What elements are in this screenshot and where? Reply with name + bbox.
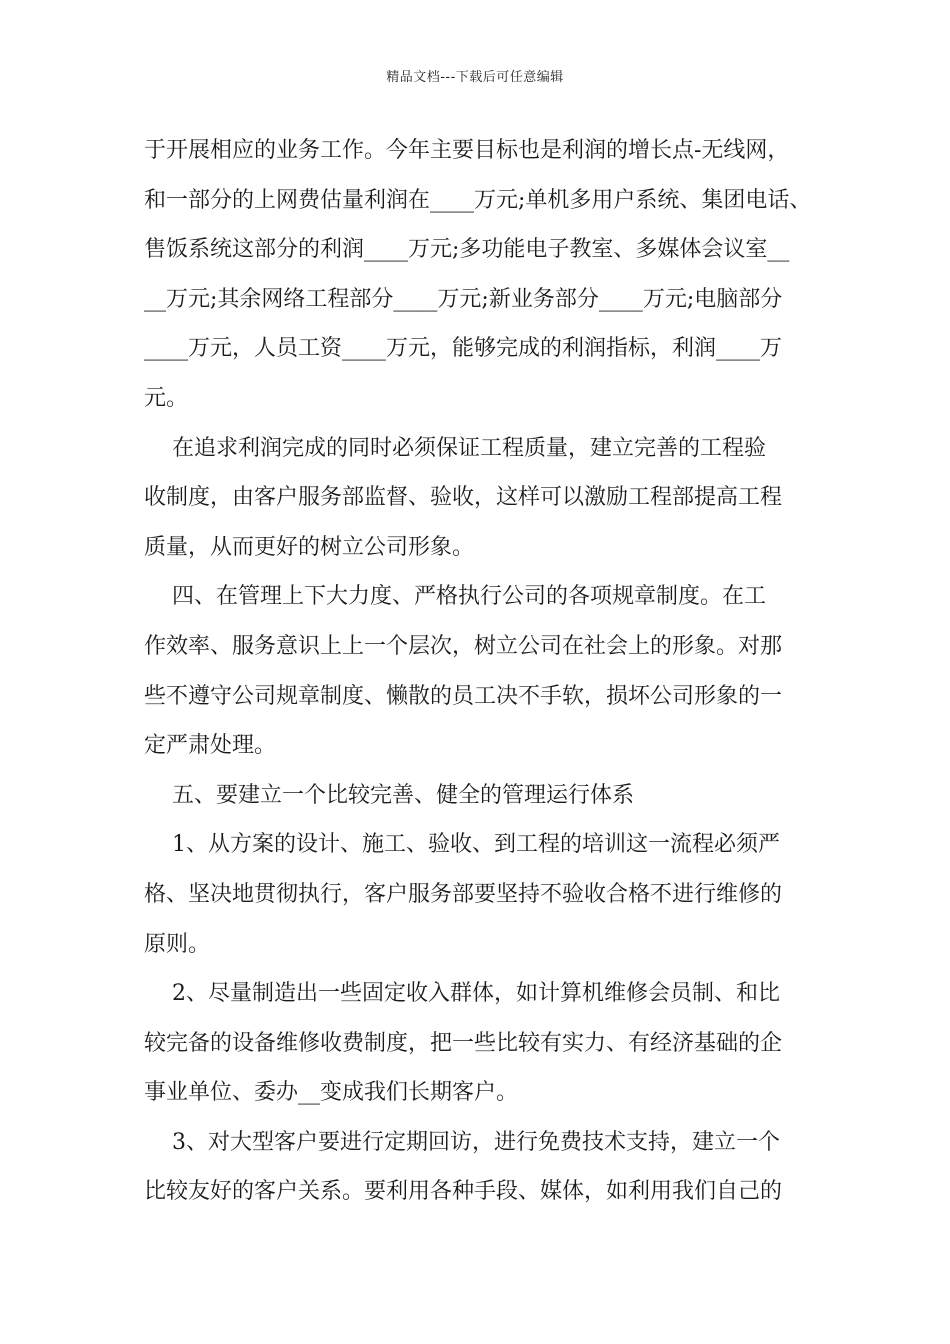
text-line: 1、从方案的设计、施工、验收、到工程的培训这一流程必须严 (144, 832, 780, 858)
text-line: 售饭系统这部分的利润____万元;多功能电子教室、多媒体会议室__ (144, 237, 790, 263)
text-line: 于开展相应的业务工作。今年主要目标也是利润的增长点-无线网， (144, 138, 790, 163)
text-line: 格、坚决地贯彻执行，客户服务部要坚持不验收合格不进行维修的 (144, 881, 783, 907)
text-line: 元。 (144, 385, 189, 411)
text-line: 3、对大型客户要进行定期回访，进行免费技术支持，建立一个 (144, 1129, 780, 1155)
text-line: 四、在管理上下大力度、严格执行公司的各项规章制度。在工 (144, 584, 766, 610)
text-line: __万元;其余网络工程部分____万元;新业务部分____万元;电脑部分 (144, 286, 783, 312)
text-line: 些不遵守公司规章制度、懒散的员工决不手软，损坏公司形象的一 (144, 683, 783, 709)
page-header: 精品文档---下载后可任意编辑 (386, 70, 564, 85)
text-line: ____万元，人员工资____万元，能够完成的利润指标，利润____万 (144, 336, 783, 362)
text-line: 事业单位、委办__变成我们长期客户。 (144, 1080, 519, 1106)
document-body (144, 126, 814, 1217)
text-line: 质量，从而更好的树立公司形象。 (144, 534, 475, 560)
text-line: 作效率、服务意识上上一个层次，树立公司在社会上的形象。对那 (144, 633, 783, 659)
text-line: 2、尽量制造出一些固定收入群体，如计算机维修会员制、和比 (144, 981, 780, 1007)
text-line: 在追求利润完成的同时必须保证工程质量，建立完善的工程验 (144, 435, 766, 461)
text-line: 比较友好的客户关系。要利用各种手段、媒体，如利用我们自己的 (144, 1179, 783, 1205)
text-line: 原则。 (144, 931, 211, 957)
text-line: 和一部分的上网费估量利润在____万元;单机多用户系统、集团电话、 (144, 187, 812, 213)
text-line: 定严肃处理。 (144, 733, 277, 759)
text-line: 较完备的设备维修收费制度，把一些比较有实力、有经济基础的企 (144, 1030, 783, 1056)
text-line: 五、要建立一个比较完善、健全的管理运行体系 (144, 782, 634, 808)
text-line: 收制度，由客户服务部监督、验收，这样可以激励工程部提高工程 (144, 485, 783, 511)
